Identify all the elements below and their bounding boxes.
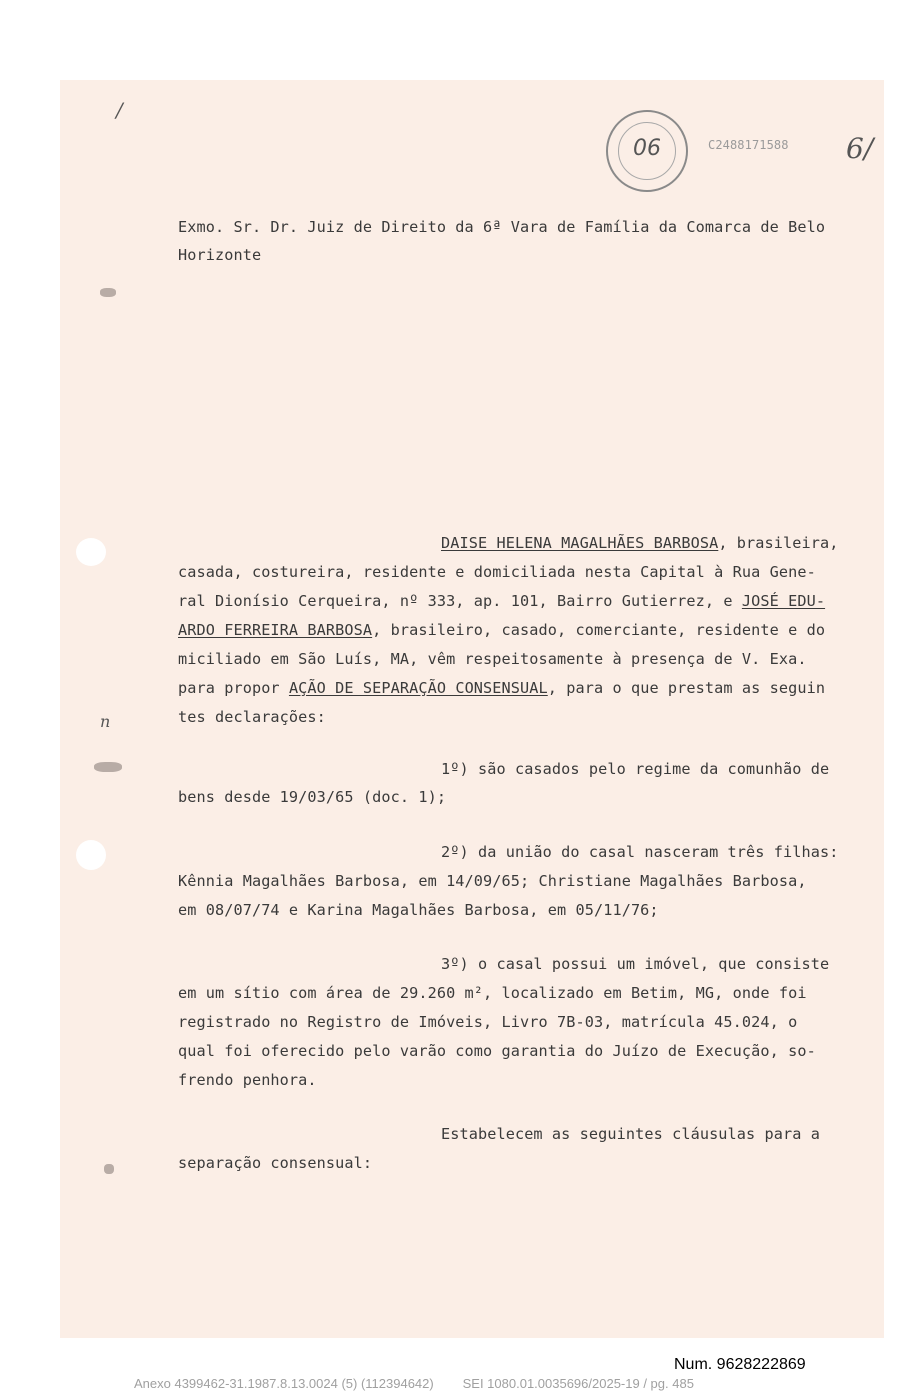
punch-hole — [76, 538, 106, 566]
intro-line — [178, 708, 326, 726]
text-segment: Exmo. Sr. Dr. Juiz de Direito da — [178, 218, 484, 236]
text-segment: , brasileira, — [718, 534, 839, 552]
underlined-text: JOSÉ EDU- — [741, 592, 826, 610]
text-segment: , brasileiro, casado, comerciante, residente e do — [372, 621, 826, 639]
text-segment: , para o que prestam as seguin — [547, 679, 826, 697]
item3-line — [178, 1042, 816, 1060]
item3-line — [178, 984, 807, 1002]
text-segment: em um sítio com área de 29.260 m², localizado em Betim, MG, onde foi — [178, 984, 807, 1002]
header-line — [178, 218, 825, 236]
text-segment: registrado no Registro de Imóveis, Livro 7B-03, matrícula 45.024, o — [178, 1013, 798, 1031]
intro-line — [178, 650, 807, 668]
closing-line — [441, 1125, 820, 1143]
text-segment: tes declarações: — [178, 708, 326, 726]
text-segment: 1º) são casados pelo regime da comunhão de — [441, 760, 830, 778]
court-stamp — [606, 110, 688, 192]
text-segment: miciliado em São Luís, MA, vêm respeitosamente à presença de V. Exa. — [178, 650, 807, 668]
item1-line — [441, 760, 829, 778]
punch-hole — [76, 840, 106, 870]
text-segment: 2º) da união do casal nasceram três filhas: — [441, 843, 839, 861]
text-segment: Kênnia Magalhães Barbosa, em 14/09/65; Christiane Magalhães Barbosa, — [178, 872, 807, 890]
text-segment: frendo penhora. — [178, 1071, 317, 1089]
intro-line — [441, 534, 838, 552]
item2-line — [441, 843, 838, 861]
text-segment: bens desde 19/03/65 (doc. 1); — [178, 788, 447, 806]
stamp-number: 06 — [633, 136, 661, 161]
text-segment: 6ª — [483, 218, 502, 236]
underlined-text: DAISE HELENA MAGALHÃES BARBOSA — [441, 534, 719, 552]
text-segment: Vara de Família da Comarca de Belo — [501, 218, 826, 236]
text-segment: ral Dionísio Cerqueira, nº 333, ap. 101, Bairro Gutierrez, e — [178, 592, 742, 610]
smudge-mark — [104, 1164, 114, 1174]
item3-line — [178, 1013, 797, 1031]
text-segment: Horizonte — [178, 246, 262, 264]
smudge-mark — [94, 762, 122, 772]
text-segment: casada, costureira, residente e domiciliada nesta Capital à Rua Gene- — [178, 563, 816, 581]
item2-line — [178, 872, 807, 890]
text-segment: Estabelecem as seguintes cláusulas para a — [441, 1125, 820, 1143]
item3-line — [441, 955, 829, 973]
margin-mark-slash: / — [116, 98, 123, 122]
text-segment: separação consensual: — [178, 1154, 373, 1172]
intro-line — [178, 679, 825, 697]
text-segment: para propor — [178, 679, 289, 697]
margin-mark-n: n — [100, 712, 111, 731]
closing-line — [178, 1154, 372, 1172]
text-segment: em 08/07/74 e Karina Magalhães Barbosa, em 05/11/76; — [178, 901, 659, 919]
stamp-code: C2488171588 — [708, 138, 789, 152]
text-segment: qual foi oferecido pelo varão como garantia do Juízo de Execução, so- — [178, 1042, 816, 1060]
underlined-text: AÇÃO DE SEPARAÇÃO CONSENSUAL — [288, 679, 548, 697]
intro-line — [178, 592, 825, 610]
item2-line — [178, 901, 659, 919]
text-segment: 3º) o casal possui um imóvel, que consiste — [441, 955, 830, 973]
folio-mark: 6/ — [846, 132, 874, 165]
smudge-mark — [100, 288, 116, 297]
intro-line — [178, 621, 825, 639]
item1-line — [178, 788, 446, 806]
footer-num: Num. 9628222869 — [674, 1356, 806, 1373]
item3-line — [178, 1071, 317, 1089]
header-line — [178, 246, 261, 264]
footer-ref: Anexo 4399462-31.1987.8.13.0024 (5) (112394642) SEI 1080.01.0035696/2025-19 / pg. 485 — [134, 1376, 694, 1391]
intro-line — [178, 563, 816, 581]
underlined-text: ARDO FERREIRA BARBOSA — [178, 621, 373, 639]
